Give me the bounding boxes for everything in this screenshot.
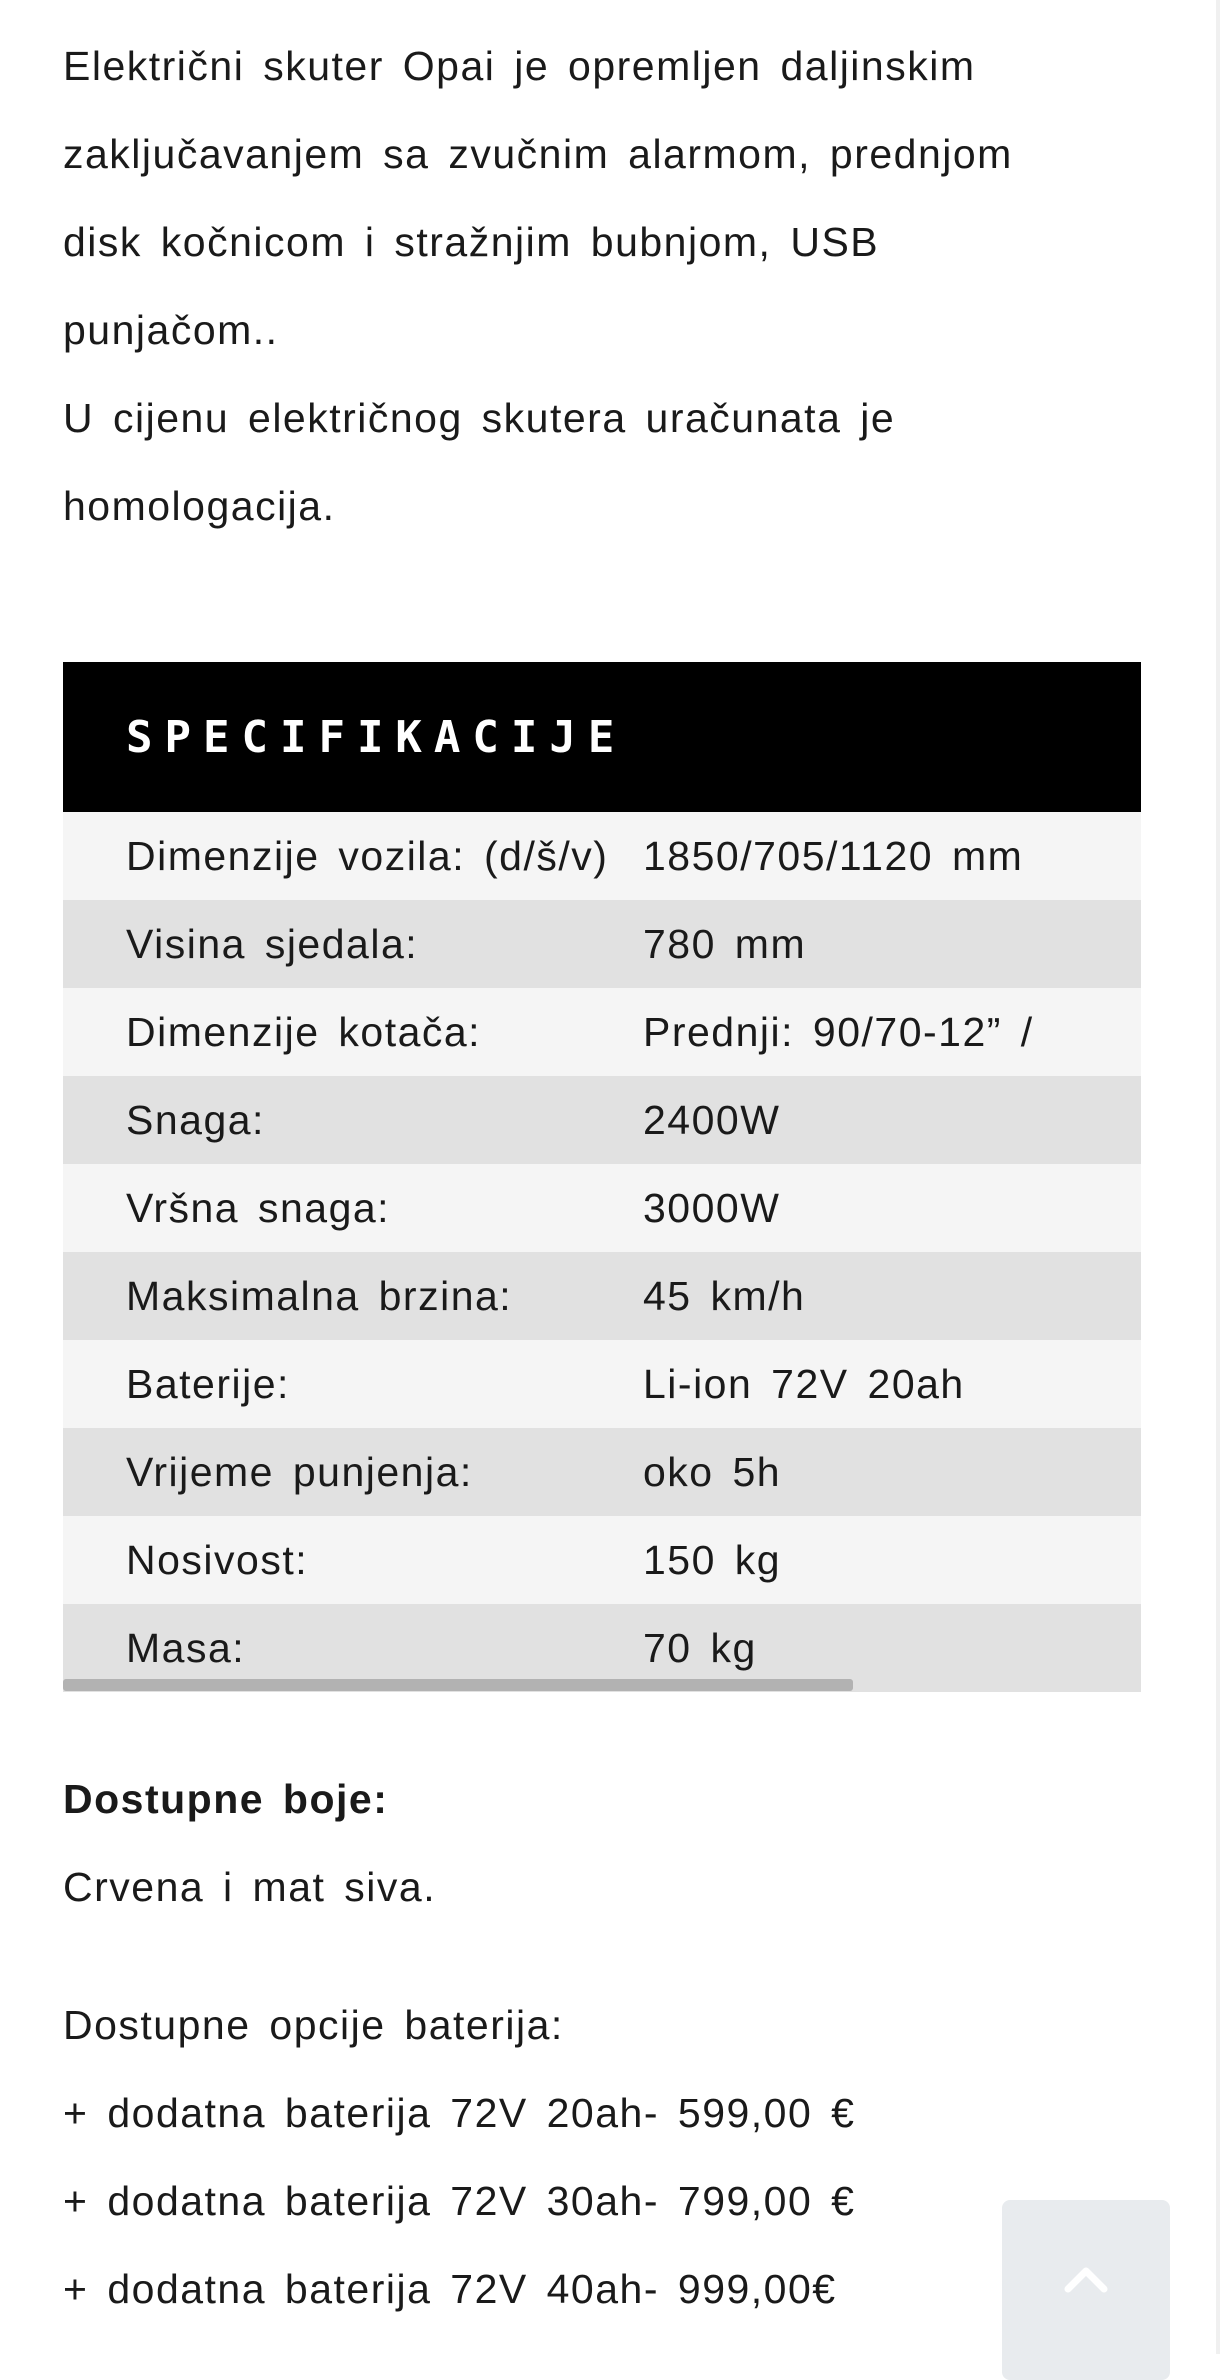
spec-label: Baterije: — [126, 1360, 290, 1407]
spec-value: 45 km/h — [643, 1272, 806, 1319]
spec-row — [63, 900, 1141, 988]
spec-label: Dimenzije vozila: (d/š/v) — [126, 832, 609, 879]
intro-line: homologacija. — [63, 483, 336, 529]
spec-label: Snaga: — [126, 1096, 265, 1143]
product-description — [63, 0, 1163, 2312]
intro-text — [63, 0, 1163, 550]
spec-value: 3000W — [643, 1184, 781, 1231]
page-edge — [1216, 0, 1220, 2354]
spacer — [63, 1931, 1163, 1981]
spec-value: 1850/705/1120 mm — [643, 832, 1024, 879]
horizontal-scrollbar[interactable] — [63, 1679, 853, 1691]
spec-row — [63, 1340, 1141, 1428]
intro-line: disk kočnicom i stražnjim bubnjom, USB — [63, 219, 880, 265]
spec-label: Maksimalna brzina: — [126, 1272, 513, 1319]
spec-value: oko 5h — [643, 1448, 782, 1495]
battery-option: + dodatna baterija 72V 20ah- 599,00 € — [63, 2090, 856, 2136]
batteries-heading: Dostupne opcije baterija: — [63, 2002, 564, 2048]
spec-row — [63, 1428, 1141, 1516]
spec-label: Masa: — [126, 1624, 246, 1671]
spec-row — [63, 812, 1141, 900]
spec-label: Vršna snaga: — [126, 1184, 391, 1231]
spec-label: Dimenzije kotača: — [126, 1008, 482, 1055]
specifications-table[interactable] — [63, 662, 1141, 1693]
spec-row — [63, 1164, 1141, 1252]
intro-line: zaključavanjem sa zvučnim alarmom, prednjom — [63, 131, 1013, 177]
spec-row — [63, 1252, 1141, 1340]
spec-value: Prednji: 90/70-12” / — [643, 1008, 1034, 1055]
spec-label: Vrijeme punjenja: — [126, 1448, 473, 1495]
colors-text: Crvena i mat siva. — [63, 1864, 437, 1910]
spec-value: 150 kg — [643, 1536, 782, 1583]
intro-line: U cijenu električnog skutera uračunata je — [63, 395, 896, 441]
spec-row — [63, 1076, 1141, 1164]
chevron-up-icon — [1064, 2265, 1108, 2293]
spec-value: 70 kg — [643, 1624, 757, 1671]
specifications-title: SPECIFIKACIJE — [126, 711, 627, 763]
spec-value: Li-ion 72V 20ah — [643, 1360, 965, 1407]
intro-line: punjačom.. — [63, 307, 279, 353]
spec-row — [63, 988, 1141, 1076]
spec-label: Visina sjedala: — [126, 920, 419, 967]
colors-heading: Dostupne boje: — [63, 1776, 389, 1822]
battery-option: + dodatna baterija 72V 30ah- 799,00 € — [63, 2178, 856, 2224]
back-to-top-button[interactable] — [1002, 2200, 1170, 2380]
spec-value: 2400W — [643, 1096, 781, 1143]
spec-label: Nosivost: — [126, 1536, 309, 1583]
additional-info — [63, 1755, 1163, 2333]
spec-value: 780 mm — [643, 920, 807, 967]
intro-line: Električni skuter Opai je opremljen daljinskim — [63, 43, 976, 89]
battery-option: + dodatna baterija 72V 40ah- 999,00€ — [63, 2266, 837, 2312]
spec-row — [63, 1516, 1141, 1604]
specifications-rows — [63, 812, 1141, 1692]
specifications-header — [63, 662, 1141, 812]
